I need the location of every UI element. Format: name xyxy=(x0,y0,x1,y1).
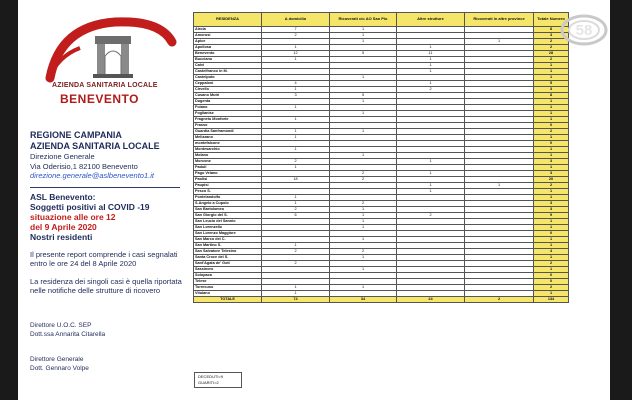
cell-value: 1 xyxy=(330,255,397,261)
total-value: 34 xyxy=(330,297,397,303)
cell-residence: San Lorenzello xyxy=(194,225,262,231)
cases-table-wrapper xyxy=(193,12,568,303)
cell-value: 1 xyxy=(330,129,397,135)
signature-sep xyxy=(30,322,105,339)
cell-value: 1 xyxy=(262,147,330,153)
cell-value: 5 xyxy=(330,51,397,57)
cell-residence: Torrecuso xyxy=(194,285,262,291)
cell-value: 1 xyxy=(465,183,534,189)
cell-residence: Fragneto Monforte xyxy=(194,117,262,123)
cell-value: 1 xyxy=(262,87,330,93)
cell-value: 2 xyxy=(330,171,397,177)
cell-value: 1 xyxy=(262,285,330,291)
cell-residence: San Bartolomeo xyxy=(194,207,262,213)
cell-residence: Ceppaloni xyxy=(194,81,262,87)
arch-logo-icon xyxy=(40,8,180,88)
cell-value: 1 xyxy=(330,225,397,231)
cell-total: 1 xyxy=(534,195,569,201)
cell-value: 1 xyxy=(330,207,397,213)
cell-total: 1 xyxy=(534,291,569,297)
asl-logo xyxy=(40,8,180,118)
cell-total: 1 xyxy=(534,243,569,249)
cell-value: 1 xyxy=(330,285,397,291)
cell-value: 1 xyxy=(330,27,397,33)
cell-residence: Amorosi xyxy=(194,33,262,39)
cell-residence: S.Angelo a Cupolo xyxy=(194,201,262,207)
signature-general xyxy=(30,356,89,373)
report-note-2: La residenza dei singoli casi è quella riportata nelle notifiche delle strutture di ricovero xyxy=(30,276,182,295)
cell-value: 2 xyxy=(262,261,330,267)
cases-table xyxy=(193,12,569,303)
cell-total: 1 xyxy=(534,219,569,225)
cell-value: 1 xyxy=(262,195,330,201)
cell-total: 1 xyxy=(534,69,569,75)
cell-residence: Sassinoro xyxy=(194,267,262,273)
cell-total: 0 xyxy=(534,279,569,285)
cell-total: 0 xyxy=(534,141,569,147)
cell-total: 8 xyxy=(534,93,569,99)
logo-org-name: AZIENDA SANITARIA LOCALE xyxy=(52,82,158,89)
divider xyxy=(30,187,180,188)
header-altre-strutture: Altre strutture xyxy=(397,13,465,27)
cell-total: 2 xyxy=(534,57,569,63)
report-title-2: Soggetti positivi al COVID -19 xyxy=(30,201,150,212)
cell-value: 1 xyxy=(262,243,330,249)
cell-value: 6 xyxy=(262,213,330,219)
cell-residence: Montesarchio xyxy=(194,147,262,153)
cell-residence: Dugenta xyxy=(194,99,262,105)
cell-total: 8 xyxy=(534,27,569,33)
cell-total: 28 xyxy=(534,51,569,57)
cell-value: 12 xyxy=(262,51,330,57)
email-link[interactable]: direzione.generale@aslbenevento1.it xyxy=(30,171,154,180)
cell-total: 0 xyxy=(534,231,569,237)
cell-total: 1 xyxy=(534,75,569,81)
channel-number: 58 xyxy=(575,22,593,39)
cell-value: 1 xyxy=(330,237,397,243)
cell-value: 1 xyxy=(262,201,330,207)
cell-value: 1 xyxy=(262,45,330,51)
cell-value: 1 xyxy=(465,39,534,45)
cell-value: 1 xyxy=(262,165,330,171)
document-page xyxy=(18,0,610,400)
cell-residence: San Salvatore Telesino xyxy=(194,249,262,255)
cell-residence: Solopaca xyxy=(194,273,262,279)
cell-total: 3 xyxy=(534,207,569,213)
cell-value: 1 xyxy=(330,39,397,45)
cell-residence: Pago Veiano xyxy=(194,171,262,177)
cell-total: 2 xyxy=(534,129,569,135)
cell-value: 1 xyxy=(397,45,465,51)
cell-value: 1 xyxy=(397,69,465,75)
cell-residence: Foglianise xyxy=(194,111,262,117)
cell-value: 2 xyxy=(262,207,330,213)
cell-residence: San Lorenzo Maggiore xyxy=(194,231,262,237)
cell-value: 2 xyxy=(330,201,397,207)
cell-residence: Bucciano xyxy=(194,57,262,63)
cell-value: 4 xyxy=(262,81,330,87)
cell-total: 1 xyxy=(534,267,569,273)
cell-value: 1 xyxy=(262,291,330,297)
report-status-1: situazione alle ore 12 xyxy=(30,211,116,222)
table-header-row xyxy=(194,13,569,27)
total-value: 24 xyxy=(397,297,465,303)
cell-value: 1 xyxy=(330,111,397,117)
cell-value: 1 xyxy=(330,219,397,225)
report-residents: Nostri residenti xyxy=(30,231,93,242)
cell-residence: Castelpoto xyxy=(194,75,262,81)
left-column xyxy=(18,0,198,400)
cell-residence: Castelfranco in M. xyxy=(194,69,262,75)
cell-total: 1 xyxy=(534,255,569,261)
cell-total: 1 xyxy=(534,237,569,243)
signature-sep-title: Direttore U.O.C. SEP xyxy=(30,322,92,329)
cell-residence: Molano xyxy=(194,153,262,159)
cell-residence: Foiano xyxy=(194,105,262,111)
cell-total: 0 xyxy=(534,273,569,279)
cell-value: 1 xyxy=(397,159,465,165)
cell-total: 1 xyxy=(534,63,569,69)
cell-value: 1 xyxy=(330,33,397,39)
cell-residence: Telese xyxy=(194,279,262,285)
cell-residence: Airola xyxy=(194,27,262,33)
cell-value: 1 xyxy=(397,63,465,69)
cell-value: 2 xyxy=(262,159,330,165)
cell-residence: San Giorgio del S. xyxy=(194,213,262,219)
cell-value: 1 xyxy=(330,213,397,219)
cell-value: 1 xyxy=(330,153,397,159)
cell-value: 2 xyxy=(397,213,465,219)
cell-residence: montefalcone xyxy=(194,141,262,147)
cell-total: 1 xyxy=(534,105,569,111)
cell-value: 2 xyxy=(397,87,465,93)
cell-value: 1 xyxy=(397,183,465,189)
logo-org-city: BENEVENTO xyxy=(60,92,139,106)
cell-residence: Paupisi xyxy=(194,183,262,189)
summary-recovered: GUARITI=2 xyxy=(198,380,219,385)
signature-general-title: Direttore Generale xyxy=(30,356,84,363)
cell-total: 4 xyxy=(534,249,569,255)
cell-value: 2 xyxy=(330,177,397,183)
cell-residence: Apollosa xyxy=(194,45,262,51)
cell-total: 3 xyxy=(534,159,569,165)
cell-total: 20 xyxy=(534,177,569,183)
cell-value: 1 xyxy=(262,129,330,135)
total-value: 134 xyxy=(534,297,569,303)
region-title: REGIONE CAMPANIA xyxy=(30,130,122,140)
cell-value: 1 xyxy=(262,57,330,63)
cell-value: 1 xyxy=(397,81,465,87)
cell-value: 1 xyxy=(330,75,397,81)
cell-total: 1 xyxy=(534,165,569,171)
cell-total: 1 xyxy=(534,189,569,195)
cell-total: 1 xyxy=(534,135,569,141)
cell-value: 1 xyxy=(330,99,397,105)
total-value: 2 xyxy=(465,297,534,303)
cell-total: 1 xyxy=(534,153,569,159)
channel-badge xyxy=(558,10,608,50)
header-residenza: RESIDENZA xyxy=(194,13,262,27)
cell-total: 3 xyxy=(534,87,569,93)
cell-value: 1 xyxy=(397,189,465,195)
cell-total: 3 xyxy=(534,171,569,177)
address: Via Oderisio,1 82100 Benevento xyxy=(30,161,138,171)
cell-total: 2 xyxy=(534,45,569,51)
signature-sep-name: Dott.ssa Annarita Citarella xyxy=(30,330,106,338)
cell-residence: San Leucio del Sannio xyxy=(194,219,262,225)
channel-logo-icon xyxy=(558,10,608,50)
cell-value: 1 xyxy=(397,57,465,63)
cell-residence: Cirvello xyxy=(194,87,262,93)
cell-total: 2 xyxy=(534,183,569,189)
report-status-2: del 9 Aprile 2020 xyxy=(30,221,97,232)
header-san-pio: Ricoverati c/o AO San Pio xyxy=(330,13,397,27)
cell-value: 18 xyxy=(262,177,330,183)
cell-value: 1 xyxy=(397,171,465,177)
report-note-1: Il presente report comprende i casi segnalati entro le ore 24 del 8 Aprile 2020 xyxy=(30,249,178,268)
cell-value: 1 xyxy=(262,135,330,141)
cell-residence: Santa Croce del S. xyxy=(194,255,262,261)
cell-total: 2 xyxy=(534,261,569,267)
cell-residence: Sant'Agata de' Goti xyxy=(194,261,262,267)
cell-residence: Benevento xyxy=(194,51,262,57)
cell-value: 2 xyxy=(330,249,397,255)
cell-residence: Morcone xyxy=(194,159,262,165)
cell-total: 1 xyxy=(534,117,569,123)
cell-total: 0 xyxy=(534,123,569,129)
cell-residence: Apice xyxy=(194,39,262,45)
cell-value: 3 xyxy=(262,93,330,99)
header-totale: Totale Numero xyxy=(534,13,569,27)
cell-residence: Calvi xyxy=(194,63,262,69)
cell-residence: Paolisi xyxy=(194,177,262,183)
cell-residence: Pontelandolfo xyxy=(194,195,262,201)
cell-total: 1 xyxy=(534,99,569,105)
table-body xyxy=(194,27,569,303)
summary-deceased: DECEDUTI=9 xyxy=(198,374,224,379)
cell-residence: Guardia Sanframondi xyxy=(194,129,262,135)
header-domicilio: A domicilio xyxy=(262,13,330,27)
cell-total: 1 xyxy=(534,225,569,231)
cell-residence: Frasso xyxy=(194,123,262,129)
cell-value: 2 xyxy=(262,249,330,255)
cell-total: 1 xyxy=(534,147,569,153)
cell-residence: San Martino S. xyxy=(194,243,262,249)
cell-residence: Melizzano xyxy=(194,135,262,141)
cell-total: 9 xyxy=(534,213,569,219)
cell-residence: San Marco dei C. xyxy=(194,237,262,243)
cell-residence: Cusano Mutri xyxy=(194,93,262,99)
cell-value: 11 xyxy=(397,51,465,57)
department: Direzione Generale xyxy=(30,152,95,161)
cell-value: 5 xyxy=(330,93,397,99)
cell-value: 2 xyxy=(262,33,330,39)
cell-value: 1 xyxy=(330,267,397,273)
table-total-row xyxy=(194,297,569,303)
cell-total: 2 xyxy=(534,285,569,291)
cell-value: 1 xyxy=(262,105,330,111)
total-value: 74 xyxy=(262,297,330,303)
cell-total: 3 xyxy=(534,201,569,207)
cell-value: 1 xyxy=(262,117,330,123)
signature-general-name: Dott. Gennaro Volpe xyxy=(30,364,89,372)
total-label: TOTALE xyxy=(194,297,262,303)
cell-total: 1 xyxy=(534,111,569,117)
cell-residence: Paduli xyxy=(194,165,262,171)
header-altre-province: Ricoverati in altre province xyxy=(465,13,534,27)
summary-box xyxy=(194,372,242,388)
asl-title: AZIENDA SANITARIA LOCALE xyxy=(30,141,160,151)
cell-residence: Pesco S. xyxy=(194,189,262,195)
cell-residence: Vitulano xyxy=(194,291,262,297)
cell-total: 2 xyxy=(534,39,569,45)
cell-value: 7 xyxy=(262,27,330,33)
report-title-1: ASL Benevento: xyxy=(30,191,96,202)
cell-total: 3 xyxy=(534,33,569,39)
cell-total: 5 xyxy=(534,81,569,87)
